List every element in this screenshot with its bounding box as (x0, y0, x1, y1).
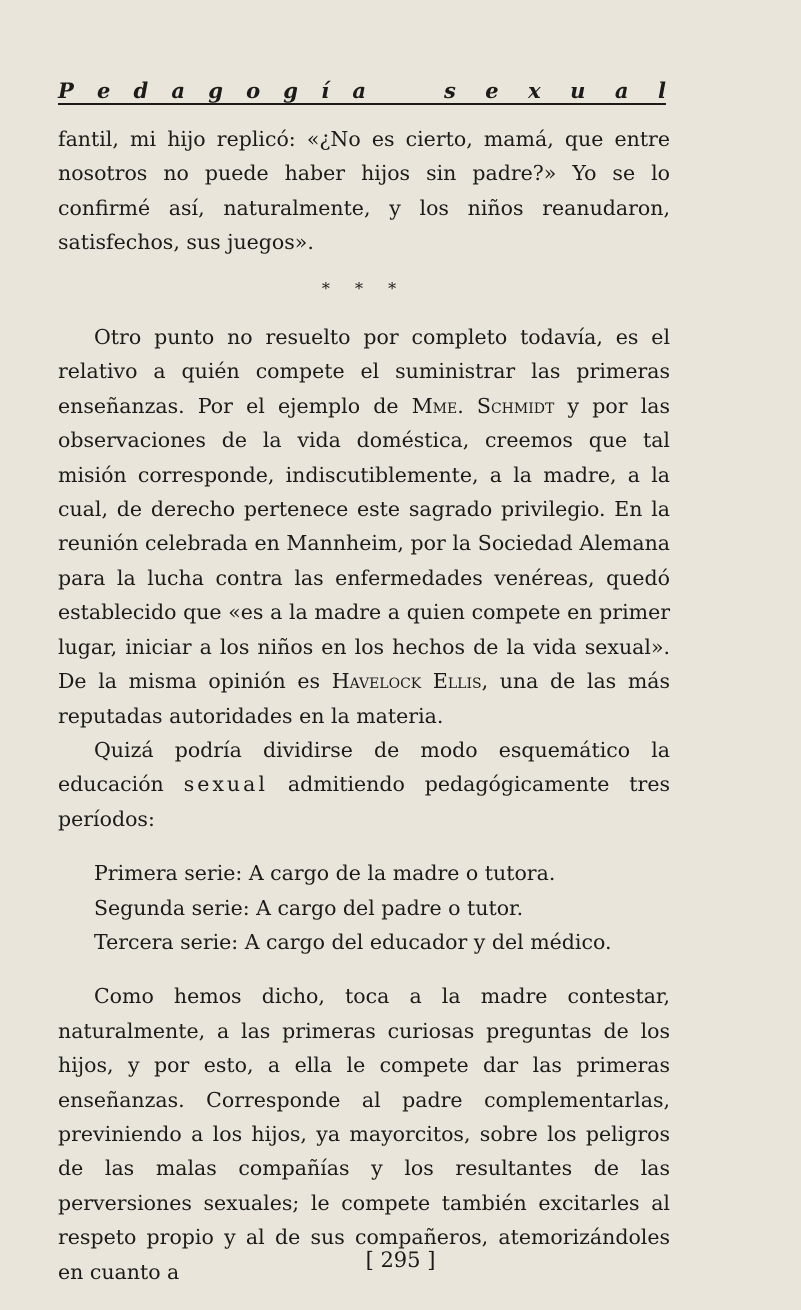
section-separator: * * * (321, 278, 407, 298)
list-item: Segunda serie: A cargo del padre o tutor. (94, 895, 524, 920)
header-letter: d (133, 78, 149, 103)
header-letter: a (171, 78, 186, 103)
text-run: admitiendo pedagógicamente tres períodos: (58, 772, 670, 831)
header-letter: g (208, 78, 223, 103)
header-letter: P (58, 78, 74, 103)
header-letter: u (570, 78, 586, 103)
header-letter: e (485, 78, 499, 103)
header-letter: a (352, 78, 366, 103)
list-item: Tercera serie: A cargo del educador y del médico. (94, 929, 612, 954)
running-header (58, 73, 666, 105)
author-name: Havelock Ellis (331, 669, 482, 694)
header-letter: o (246, 78, 261, 103)
series-list (94, 856, 670, 959)
header-letter: g (283, 78, 298, 103)
paragraph-parents-roles: Como hemos dicho, toca a la madre contestar, naturalmente, a las primeras curiosas preguntas de los hijos, y por esto, a ella le compete dar las primeras enseñanzas. Corresponde al padre complementarlas, previniendo a los hijos, ya mayorcitos, sobre los peligros de las malas compañías y los resultantes de las perversiones sexuales; le compete también excitarles al respeto propio y al de sus compañeros, atemorizándoles en cuanto a (58, 984, 670, 1284)
header-letter: a (614, 78, 629, 103)
spaced-word: sexual (183, 772, 268, 797)
header-letter: í (321, 78, 330, 103)
text-run: , una de las más reputadas autoridades en la materia. (58, 669, 670, 728)
header-letter: l (657, 78, 666, 103)
author-name: Mme. Schmidt (411, 393, 555, 418)
running-header-right (444, 78, 666, 103)
paragraph-first-teachings (58, 320, 670, 733)
list-item: Primera serie: A cargo de la madre o tutora. (94, 861, 556, 886)
text-run: Quizá podría dividirse de modo esquemático la educación (58, 737, 670, 797)
page-body (58, 122, 670, 1289)
paragraph-periods (58, 733, 670, 836)
header-letter: e (96, 78, 111, 103)
paragraph-continuation: fantil, mi hijo replicó: «¿No es cierto, mamá, que entre nosotros no puede haber hijos sin padre?» Yo se lo confirmé así, naturalmente, y los niños reanudaron, satisfechos, sus juegos». (58, 127, 670, 255)
running-header-left (58, 78, 366, 103)
header-letter: x (528, 78, 541, 103)
page-number: [ 295 ] (365, 1248, 436, 1272)
text-run: y por las observaciones de la vida doméstica, creemos que tal misión corresponde, indiscutiblemente, a la madre, a la cual, de derecho pertenece este sagrado privilegio. En la reunión celebrada en Mannheim, por la Sociedad Alemana para la lucha contra las enfermedades venéreas, quedó establecido que «es a la madre a quien compete en primer lugar, iniciar a los niños en los hechos de la vida sexual». De la misma opinión es (58, 393, 670, 694)
text-run: Otro punto no resuelto por completo todavía, es el relativo a quién compete el suministrar las primeras enseñanzas. Por el ejemplo de (58, 325, 670, 418)
header-letter: s (444, 78, 456, 103)
